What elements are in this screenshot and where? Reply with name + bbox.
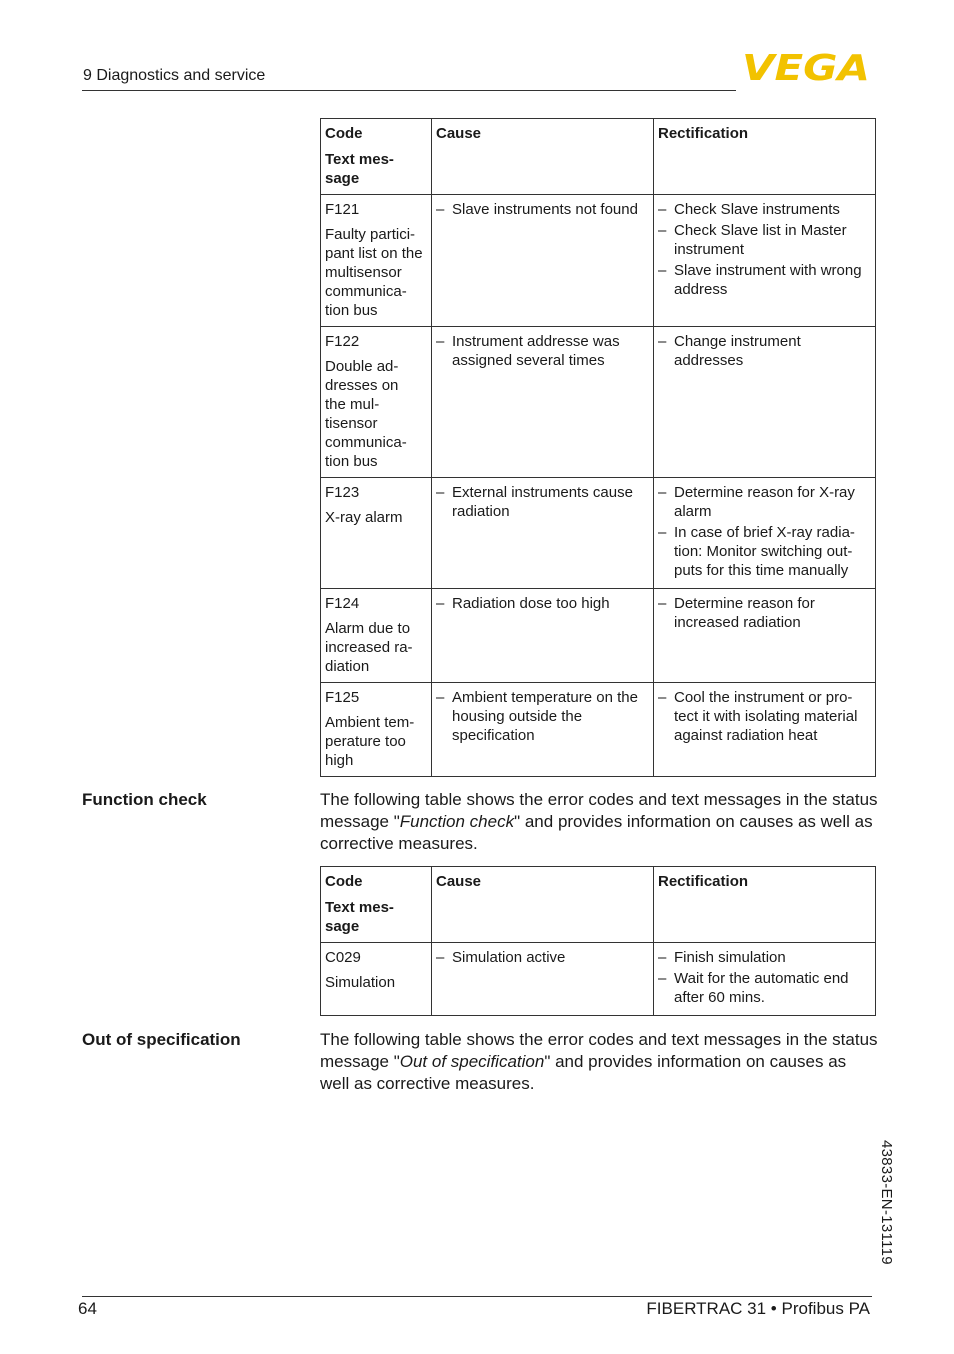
header-text-message-line2: sage <box>325 918 360 935</box>
table-row <box>321 327 876 478</box>
header-text-message <box>325 150 427 188</box>
page-number: 64 <box>78 1299 97 1318</box>
table-row <box>321 589 876 683</box>
rectification-item: – Check Slave list in Master instrument <box>658 221 871 259</box>
rectification-item: – Wait for the automatic end after 60 mins. <box>658 969 871 1007</box>
intro-text: " and provides information on causes as well as corrective measures. <box>320 812 873 853</box>
function-check-intro <box>320 789 880 855</box>
rectification-cell <box>654 683 876 777</box>
function-check-label: Function check <box>82 790 207 809</box>
header-text-message-line2: sage <box>325 170 360 187</box>
code-cell <box>321 327 432 478</box>
table-row <box>321 195 876 327</box>
section-title: 9 Diagnostics and service <box>83 67 266 84</box>
header-cell-rectification <box>654 867 876 943</box>
intro-text: The following table shows the error codes and text messages in the status message " <box>320 1030 878 1071</box>
header-cell-rectification <box>654 119 876 195</box>
header-divider <box>82 90 736 91</box>
rectification-item: – Finish simulation <box>658 948 871 967</box>
rectification-item: – Cool the instrument or pro- tect it with isolating material against radiation heat <box>658 688 871 745</box>
table-row <box>321 943 876 1016</box>
error-code: F123 <box>325 484 360 501</box>
out-of-spec-intro <box>320 1029 880 1095</box>
header-cell-code <box>321 119 432 195</box>
cause-item: – Instrument addresse was assigned several times <box>436 332 649 370</box>
document-id: 43833-EN-131119 <box>878 1140 895 1265</box>
text-message: Double ad- dresses on the mul- tisensor communica- tion bus <box>325 358 407 470</box>
rectification-item: – Check Slave instruments <box>658 200 871 219</box>
cause-cell <box>432 589 654 683</box>
header-cause: Cause <box>436 125 482 142</box>
cause-cell <box>432 195 654 327</box>
rectification-item: – In case of brief X-ray radia- tion: Monitor switching out- puts for this time manually <box>658 523 871 580</box>
header-cell-cause <box>432 119 654 195</box>
rectification-cell <box>654 195 876 327</box>
header-text-message-line1: Text mes- <box>325 899 394 916</box>
rectification-item: – Determine reason for X-ray alarm <box>658 483 871 521</box>
rectification-item: – Determine reason for increased radiation <box>658 594 871 632</box>
failure-table <box>320 118 876 777</box>
code-cell <box>321 943 432 1016</box>
intro-emphasis: Out of specification <box>399 1052 545 1071</box>
cause-item: – Radiation dose too high <box>436 594 649 613</box>
error-code: F121 <box>325 201 360 218</box>
footer-divider <box>82 1296 872 1297</box>
error-code: F124 <box>325 595 360 612</box>
header-text-message-line1: Text mes- <box>325 151 394 168</box>
out-of-spec-label: Out of specification <box>82 1030 241 1049</box>
error-code: C029 <box>325 949 361 966</box>
rectification-cell <box>654 589 876 683</box>
intro-text: " and provides information on causes as well as corrective measures. <box>320 1052 847 1093</box>
intro-text: The following table shows the error codes and text messages in the status message " <box>320 790 878 831</box>
text-message: Ambient tem- perature too high <box>325 714 415 769</box>
cause-cell <box>432 683 654 777</box>
header-text-message <box>325 898 427 936</box>
error-code: F125 <box>325 689 360 706</box>
product-name: FIBERTRAC 31 • Profibus PA <box>646 1299 870 1318</box>
error-code: F122 <box>325 333 360 350</box>
header-cell-code <box>321 867 432 943</box>
cause-cell <box>432 478 654 589</box>
header-cell-cause <box>432 867 654 943</box>
text-message: Alarm due to increased ra- diation <box>325 620 413 675</box>
text-message: Faulty partici- pant list on the multisensor communica- tion bus <box>325 226 423 319</box>
cause-item: – External instruments cause radiation <box>436 483 649 521</box>
header-rectification: Rectification <box>658 873 749 890</box>
table-header-row <box>321 867 876 943</box>
rectification-item: – Slave instrument with wrong address <box>658 261 871 299</box>
header-code: Code <box>325 873 363 890</box>
rectification-cell <box>654 943 876 1016</box>
table-row <box>321 478 876 589</box>
code-cell <box>321 683 432 777</box>
vega-logo-text: VEGA <box>742 50 870 84</box>
table-row <box>321 683 876 777</box>
intro-emphasis: Function check <box>399 812 515 831</box>
table-header-row <box>321 119 876 195</box>
rectification-item: – Change instrument addresses <box>658 332 871 370</box>
header-cause: Cause <box>436 873 482 890</box>
rectification-cell <box>654 327 876 478</box>
cause-item: – Slave instruments not found <box>436 200 649 219</box>
code-cell <box>321 589 432 683</box>
cause-item: – Ambient temperature on the housing outside the specification <box>436 688 649 745</box>
text-message: Simulation <box>325 974 396 991</box>
header-code: Code <box>325 125 363 142</box>
code-cell <box>321 478 432 589</box>
rectification-cell <box>654 478 876 589</box>
text-message: X-ray alarm <box>325 509 403 526</box>
header-rectification: Rectification <box>658 125 749 142</box>
function-check-table <box>320 866 876 1016</box>
code-cell <box>321 195 432 327</box>
vega-logo <box>742 50 872 84</box>
cause-cell <box>432 943 654 1016</box>
cause-item: – Simulation active <box>436 948 649 967</box>
cause-cell <box>432 327 654 478</box>
